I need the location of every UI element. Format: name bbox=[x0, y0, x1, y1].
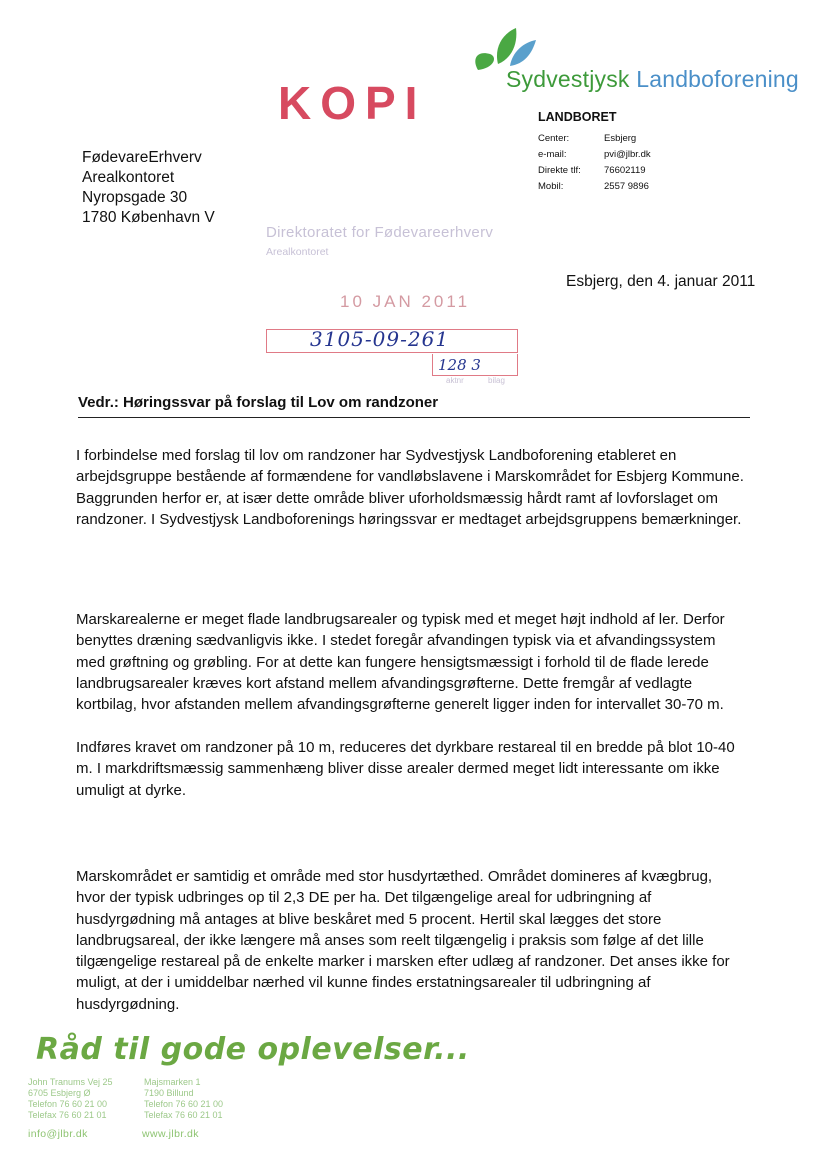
recipient-line: 1780 København V bbox=[82, 209, 215, 226]
footer-phone: Telefon 76 60 21 00 bbox=[144, 1099, 224, 1109]
sender-value: Esbjerg bbox=[604, 133, 637, 144]
footer-email: info@jlbr.dk bbox=[28, 1128, 88, 1140]
sender-label: Center: bbox=[538, 133, 570, 144]
sender-label: Mobil: bbox=[538, 181, 564, 192]
footer-city: 7190 Billund bbox=[144, 1088, 194, 1098]
sender-contact-table bbox=[538, 131, 651, 195]
letter-subject: Vedr.: Høringssvar på forslag til Lov om randzoner bbox=[78, 394, 439, 411]
receipt-stamp-date: 10 JAN 2011 bbox=[340, 292, 471, 311]
sender-label: Direkte tlf: bbox=[538, 165, 581, 176]
footer-fax: Telefax 76 60 21 01 bbox=[144, 1110, 223, 1120]
sender-row bbox=[538, 163, 651, 179]
sub-number: 128 3 bbox=[438, 356, 481, 374]
body-paragraph: Marskområdet er samtidig et område med stor husdyrtæthed. Området domineres af kvægbrug, hvor der typisk udbringes op til 2,3 DE per ha. Det tilgængelige areal for udbringning af husdyrgødning må antages at blive beskåret med 5 procent. Hertil skal lægges det store landbrugsareal, der ikke længere må anses som reelt tilgængelig i praksis som følge af det lille tilgængelige restareal på de enkelte marker i marsken efter udlæg af randzoner. Det anses ikke for muligt, at der i umiddelbar nærhed vil kunne findes erstatningsarealer til udbringning af husdyrgødning. bbox=[76, 868, 730, 1013]
footer-address-esbjerg bbox=[28, 1077, 113, 1121]
body-paragraph: Marskarealerne er meget flade landbrugsarealer og typisk med et meget højt indhold af ler. Derfor benyttes dræning sædvanligvis ikke. I stedet foregår afvandingen typisk via et afvandingssystem med grøftning og grøbling. For at dette kan fungere hensigtsmæssigt i forhold til de flade lerede landbrugsarealer kræves kort afstand mellem afvandingsgrøfterne. Dette fremgår af vedlagte kortbilag, hvor afstanden mellem afvandingsgrøfterne generelt ligger inden for intervallet 30-70 m. bbox=[76, 611, 725, 714]
sender-value: 2557 9896 bbox=[604, 181, 649, 192]
footer-website: www.jlbr.dk bbox=[142, 1128, 199, 1140]
recipient-line: Arealkontoret bbox=[82, 169, 175, 186]
logo-wordmark bbox=[506, 66, 799, 93]
letter-date: Esbjerg, den 4. januar 2011 bbox=[566, 273, 756, 290]
recipient-address bbox=[82, 148, 215, 228]
logo-name-part2: Landboforening bbox=[636, 66, 799, 92]
footer-street: Majsmarken 1 bbox=[144, 1077, 201, 1087]
footer-phone: Telefon 76 60 21 00 bbox=[28, 1099, 108, 1109]
body-paragraph: Indføres kravet om randzoner på 10 m, reduceres det dyrkbare restareal til en bredde på blot 10-40 m. I markdriftsmæssig sammenhæng bliver disse arealer dermed meget lidt interessante om ikke umuligt at dyrke. bbox=[76, 739, 735, 799]
logo-name-part1: Sydvestjysk bbox=[506, 66, 637, 92]
subject-divider bbox=[78, 417, 750, 418]
sender-row bbox=[538, 179, 651, 195]
footer-slogan: Råd til gode oplevelser... bbox=[36, 1032, 470, 1067]
recipient-line: FødevareErhverv bbox=[82, 149, 202, 166]
sender-row bbox=[538, 131, 651, 147]
sender-value: 76602119 bbox=[604, 165, 646, 176]
sender-label: e-mail: bbox=[538, 149, 567, 160]
copy-stamp: KOPI bbox=[278, 77, 427, 129]
case-number: 3105-09-261 bbox=[310, 327, 450, 351]
receipt-stamp-dept: Arealkontoret bbox=[266, 246, 329, 258]
sub-label-bilag: bilag bbox=[488, 376, 505, 385]
receipt-stamp-office: Direktoratet for Fødevareerhverv bbox=[266, 224, 494, 241]
sender-row bbox=[538, 147, 651, 163]
footer-city: 6705 Esbjerg Ø bbox=[28, 1088, 91, 1098]
footer-street: John Tranums Vej 25 bbox=[28, 1077, 113, 1087]
company-logo bbox=[462, 24, 799, 98]
recipient-line: Nyropsgade 30 bbox=[82, 189, 188, 206]
sub-label-aktnr: aktnr bbox=[446, 376, 464, 385]
footer-fax: Telefax 76 60 21 01 bbox=[28, 1110, 107, 1120]
sender-title: LANDBORET bbox=[538, 110, 617, 124]
sender-email: pvi@jlbr.dk bbox=[604, 149, 651, 160]
body-paragraph: I forbindelse med forslag til lov om randzoner har Sydvestjysk Landboforening etableret en arbejdsgruppe bestående af formændene for vandløbslavene i Marskområdet for Esbjerg Kommune. Baggrunden herfor er, at især dette område bliver uforholdsmæssig hårdt ramt af lovforslaget om randzoner. I Sydvestjysk Landboforenings høringssvar er medtaget arbejdsgruppens bemærkninger. bbox=[76, 447, 744, 528]
footer-address-billund bbox=[144, 1077, 223, 1121]
